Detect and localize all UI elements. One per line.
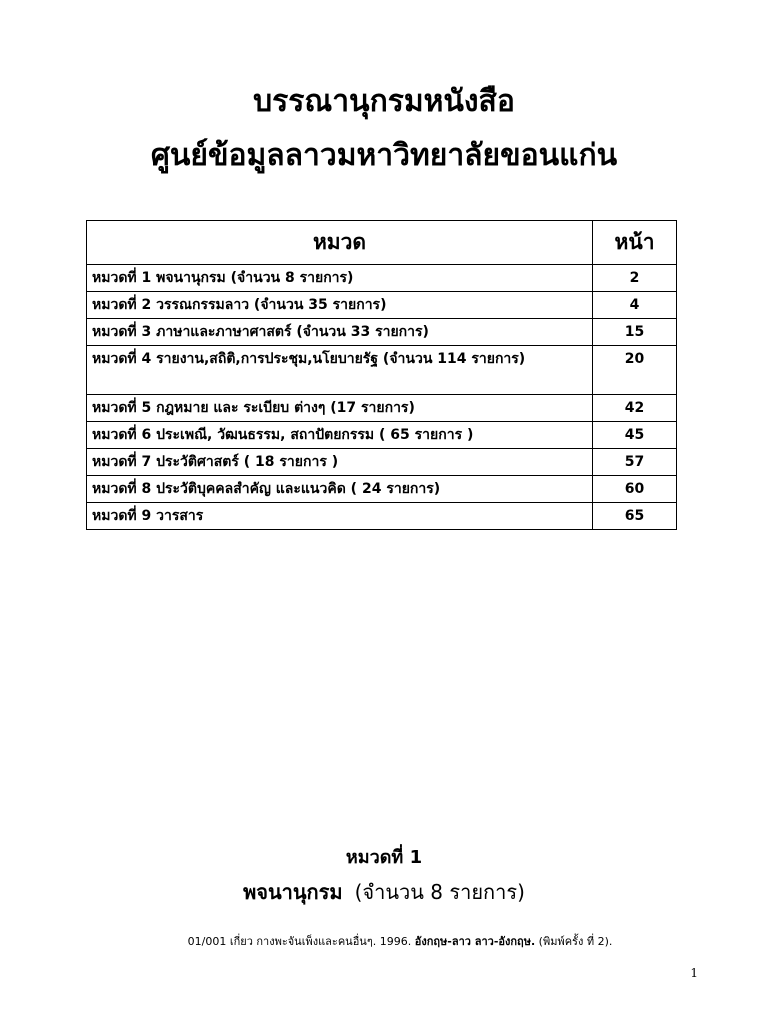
toc-section-label: หมวดที่ 5 กฎหมาย และ ระเบียบ ต่างๆ (17 รายการ) [87, 395, 593, 422]
toc-page-number: 2 [593, 265, 677, 292]
chapter-number: หมวดที่ 1 [345, 847, 423, 868]
table-row [87, 503, 677, 530]
table-row [87, 476, 677, 503]
table-row [87, 395, 677, 422]
table-row [87, 292, 677, 319]
table-row [87, 346, 677, 395]
entry-code: 01/001 [187, 935, 227, 948]
table-of-contents [86, 220, 677, 530]
toc-page-number: 60 [593, 476, 677, 503]
toc-header-section: หมวด [87, 221, 593, 265]
toc-page-number: 15 [593, 319, 677, 346]
document-title-line-1: บรรณานุกรมหนังสือ [253, 84, 515, 119]
toc-section-label: หมวดที่ 3 ภาษาและภาษาศาสตร์ (จำนวน 33 รายการ) [87, 319, 593, 346]
chapter-heading [0, 877, 768, 907]
toc-section-label: หมวดที่ 4 รายงาน,สถิติ,การประชุม,นโยบายรัฐ (จำนวน 114 รายการ) [87, 346, 593, 395]
table-row [87, 265, 677, 292]
chapter-name: พจนานุกรม [243, 880, 343, 904]
toc-header-row [87, 221, 677, 265]
entry-title: อังกฤษ-ลาว ลาว-อังกฤษ. [414, 935, 536, 948]
toc-section-label: หมวดที่ 7 ประวัติศาสตร์ ( 18 รายการ ) [87, 449, 593, 476]
bibliography-entry [0, 934, 768, 950]
toc-page-number: 4 [593, 292, 677, 319]
table-row [87, 422, 677, 449]
entry-edition: (พิมพ์ครั้ง ที่ 2). [538, 935, 613, 948]
toc-section-label: หมวดที่ 9 วารสาร [87, 503, 593, 530]
toc-page-number: 42 [593, 395, 677, 422]
toc-section-label: หมวดที่ 1 พจนานุกรม (จำนวน 8 รายการ) [87, 265, 593, 292]
document-title-line-2: ศูนย์ข้อมูลลาวมหาวิทยาลัยขอนแก่น [150, 138, 618, 173]
chapter-item-count: (จำนวน 8 รายการ) [354, 880, 525, 904]
page-number: 1 [690, 966, 698, 980]
toc-section-label: หมวดที่ 8 ประวัติบุคคลสำคัญ และแนวคิด ( 24 รายการ) [87, 476, 593, 503]
toc-page-number: 57 [593, 449, 677, 476]
entry-authors: เกี่ยว กางพะจันเพ็งและคนอื่นๆ. 1996. [229, 935, 412, 948]
toc-section-label: หมวดที่ 2 วรรณกรรมลาว (จำนวน 35 รายการ) [87, 292, 593, 319]
toc-header-page: หน้า [593, 221, 677, 265]
table-row [87, 449, 677, 476]
toc-page-number: 45 [593, 422, 677, 449]
table-row [87, 319, 677, 346]
toc-page-number: 65 [593, 503, 677, 530]
toc-page-number: 20 [593, 346, 677, 395]
toc-section-label: หมวดที่ 6 ประเพณี, วัฒนธรรม, สถาปัตยกรรม ( 65 รายการ ) [87, 422, 593, 449]
